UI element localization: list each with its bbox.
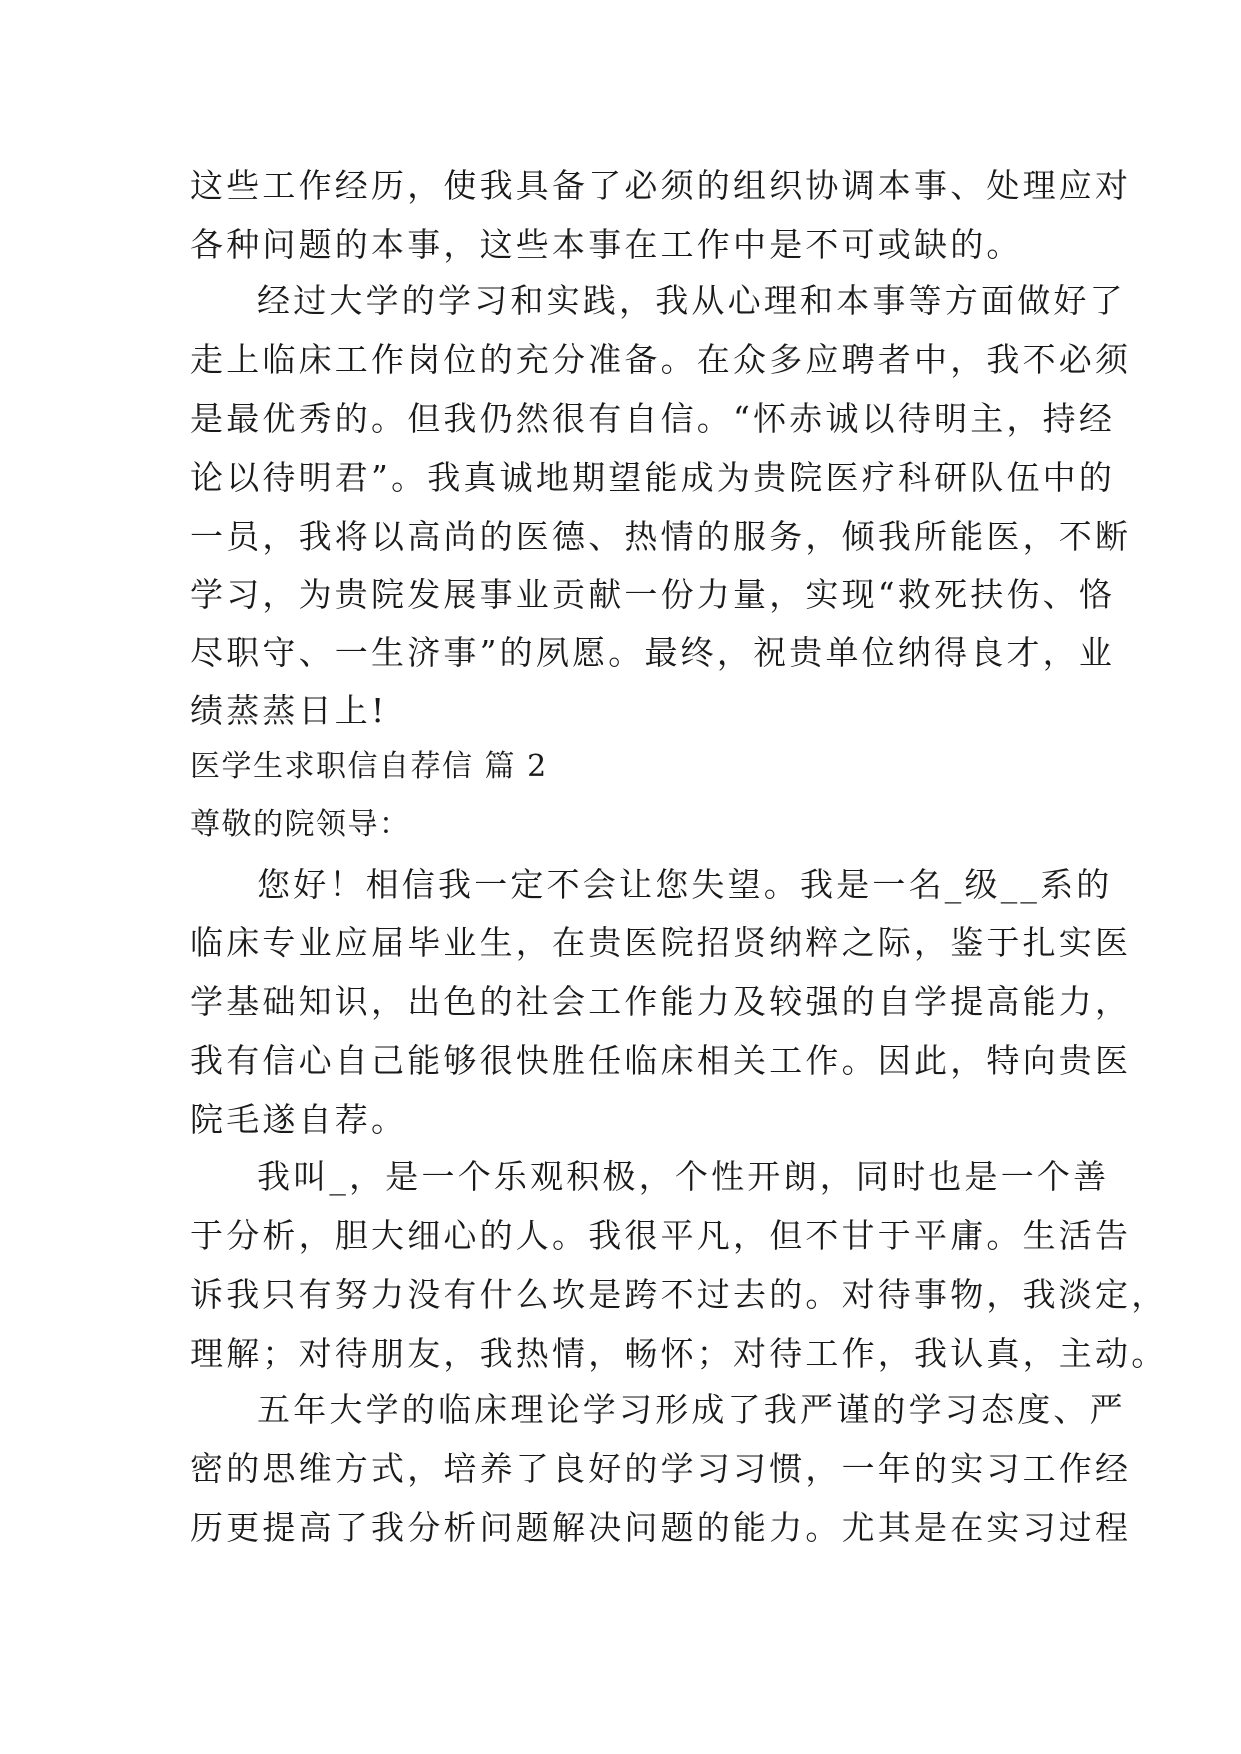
text-line: 绩蒸蒸日上! <box>190 691 388 730</box>
text-line: 诉我只有努力没有什么坎是跨不过去的。对待事物，我淡定， <box>190 1275 1168 1314</box>
text-line: 理解；对待朋友，我热情，畅怀；对待工作，我认真，主动。 <box>190 1334 1168 1373</box>
paragraph-first-line: 五年大学的临床理论学习形成了我严谨的学习态度、严 <box>257 1390 1126 1429</box>
text-line: 学习，为贵院发展事业贡献一份力量，实现“救死扶伤、恪 <box>190 575 1116 614</box>
section-heading: 医学生求职信自荐信 篇 2 <box>190 749 548 784</box>
text-line: 各种问题的本事，这些本事在工作中是不可或缺的。 <box>190 225 1023 264</box>
text-line: 一员，我将以高尚的医德、热情的服务，倾我所能医，不断 <box>190 517 1132 556</box>
text-line: 临床专业应届毕业生，在贵医院招贤纳粹之际，鉴于扎实医 <box>190 923 1132 962</box>
text-line: 密的思维方式，培养了良好的学习习惯，一年的实习工作经 <box>190 1449 1132 1488</box>
text-line: 论以待明君”。我真诚地期望能成为贵院医疗科研队伍中的 <box>190 458 1116 497</box>
text-line: 尽职守、一生济事”的夙愿。最终，祝贵单位纳得良才，业 <box>190 633 1116 672</box>
text-line: 历更提高了我分析问题解决问题的能力。尤其是在实习过程 <box>190 1508 1132 1547</box>
paragraph-first-line: 我叫_，是一个乐观积极，个性开朗，同时也是一个善 <box>257 1157 1110 1196</box>
salutation: 尊敬的院领导： <box>190 807 411 842</box>
paragraph-first-line: 您好！相信我一定不会让您失望。我是一名_级__系的 <box>257 865 1113 904</box>
text-line: 于分析，胆大细心的人。我很平凡，但不甘于平庸。生活告 <box>190 1216 1132 1255</box>
text-line: 走上临床工作岗位的充分准备。在众多应聘者中，我不必须 <box>190 340 1132 379</box>
text-line: 学基础知识，出色的社会工作能力及较强的自学提高能力， <box>190 982 1132 1021</box>
text-line: 是最优秀的。但我仍然很有自信。“怀赤诚以待明主，持经 <box>190 399 1116 438</box>
text-line: 我有信心自己能够很快胜任临床相关工作。因此，特向贵医 <box>190 1041 1132 1080</box>
text-line: 这些工作经历，使我具备了必须的组织协调本事、处理应对 <box>190 166 1132 205</box>
paragraph-first-line: 经过大学的学习和实践，我从心理和本事等方面做好了 <box>257 281 1126 320</box>
text-line: 院毛遂自荐。 <box>190 1100 408 1139</box>
